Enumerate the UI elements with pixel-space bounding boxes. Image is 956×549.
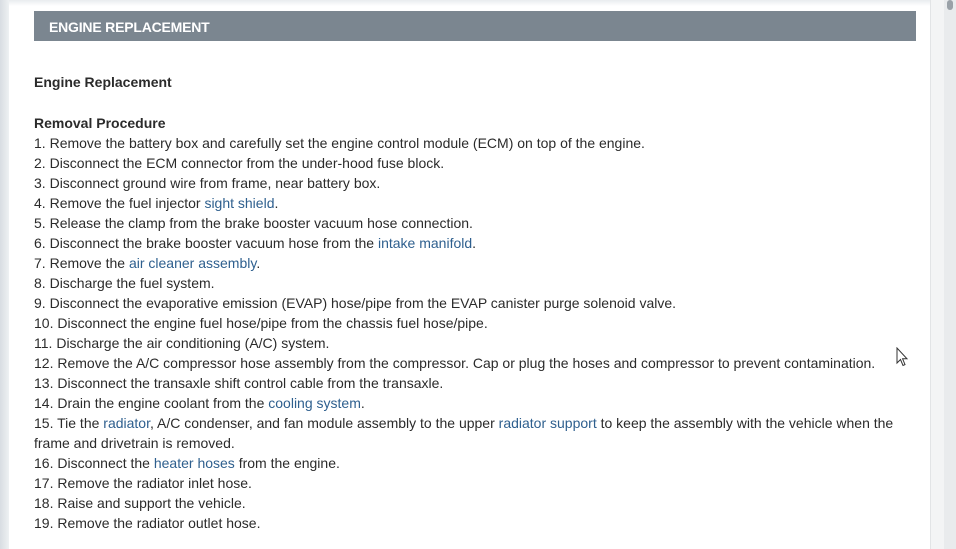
removal-steps-list	[34, 133, 914, 533]
list-item	[34, 473, 914, 493]
step-text: to keep the assembly with the vehicle when the frame and drivetrain is removed.	[34, 415, 894, 451]
step-number: 19.	[34, 515, 54, 531]
step-text: Remove the fuel injector	[49, 195, 205, 211]
list-item	[34, 313, 914, 333]
list-item	[34, 233, 914, 253]
vertical-scrollbar[interactable]	[944, 0, 956, 549]
step-link[interactable]: intake manifold	[377, 235, 473, 251]
step-link[interactable]: sight shield	[204, 195, 275, 211]
step-text: Drain the engine coolant from the	[57, 395, 269, 411]
list-item	[34, 293, 914, 313]
right-window-edge	[930, 0, 945, 549]
procedure-title: Removal Procedure	[34, 115, 166, 131]
header-title: ENGINE REPLACEMENT	[49, 19, 210, 35]
step-text: Discharge the fuel system.	[49, 275, 215, 291]
step-link[interactable]: cooling system	[268, 395, 361, 411]
step-number: 16.	[34, 455, 54, 471]
top-shadow	[9, 0, 930, 6]
step-number: 7.	[34, 255, 46, 271]
list-item	[34, 273, 914, 293]
step-number: 14.	[34, 395, 54, 411]
step-text: Disconnect the ECM connector from the under-hood fuse block.	[49, 155, 445, 171]
step-text: .	[472, 235, 477, 251]
step-text: Disconnect the	[57, 455, 154, 471]
step-number: 9.	[34, 295, 46, 311]
list-item	[34, 193, 914, 213]
list-item	[34, 253, 914, 273]
step-number: 12.	[34, 355, 54, 371]
mouse-cursor-icon	[896, 347, 908, 367]
step-number: 18.	[34, 495, 54, 511]
list-item	[34, 513, 914, 533]
list-item	[34, 453, 914, 473]
step-text: Disconnect the engine fuel hose/pipe from the chassis fuel hose/pipe.	[57, 315, 488, 331]
list-item	[34, 333, 914, 353]
step-number: 1.	[34, 135, 46, 151]
step-text: Remove the radiator inlet hose.	[57, 475, 252, 491]
list-item	[34, 353, 914, 373]
step-text: Disconnect the brake booster vacuum hose from the	[49, 235, 378, 251]
section-header-bar	[34, 11, 916, 41]
step-text: from the engine.	[234, 455, 340, 471]
step-link[interactable]: radiator support	[498, 415, 597, 431]
step-number: 5.	[34, 215, 46, 231]
scrollbar-thumb[interactable]	[947, 0, 953, 10]
step-number: 3.	[34, 175, 46, 191]
step-text: .	[360, 395, 365, 411]
step-number: 15.	[34, 415, 54, 431]
list-item	[34, 153, 914, 173]
step-text: Tie the	[57, 415, 104, 431]
step-text: Remove the battery box and carefully set the engine control module (ECM) on top of the engine.	[49, 135, 645, 151]
list-item	[34, 133, 914, 153]
step-number: 4.	[34, 195, 46, 211]
list-item	[34, 413, 914, 453]
step-number: 13.	[34, 375, 54, 391]
list-item	[34, 173, 914, 193]
step-text: Remove the A/C compressor hose assembly from the compressor. Cap or plug the hoses and compressor to prevent contamination.	[57, 355, 876, 371]
step-number: 17.	[34, 475, 54, 491]
step-number: 10.	[34, 315, 54, 331]
step-text: .	[256, 255, 261, 271]
list-item	[34, 493, 914, 513]
document-content	[34, 72, 914, 533]
left-window-edge	[0, 0, 9, 549]
list-item	[34, 373, 914, 393]
step-text: , A/C condenser, and fan module assembly to the upper	[149, 415, 499, 431]
step-number: 11.	[34, 335, 53, 351]
step-link[interactable]: radiator	[103, 415, 150, 431]
list-item	[34, 213, 914, 233]
step-text: Disconnect the evaporative emission (EVAP) hose/pipe from the EVAP canister purge solenoid valve.	[49, 295, 677, 311]
step-text: Remove the	[49, 255, 129, 271]
step-text: Disconnect ground wire from frame, near battery box.	[49, 175, 381, 191]
step-text: Raise and support the vehicle.	[57, 495, 246, 511]
section-title: Engine Replacement	[34, 74, 172, 90]
step-text: Disconnect the transaxle shift control cable from the transaxle.	[57, 375, 444, 391]
step-number: 8.	[34, 275, 46, 291]
list-item	[34, 393, 914, 413]
step-number: 2.	[34, 155, 46, 171]
step-number: 6.	[34, 235, 46, 251]
step-text: .	[274, 195, 279, 211]
step-link[interactable]: air cleaner assembly	[128, 255, 257, 271]
step-link[interactable]: heater hoses	[153, 455, 235, 471]
step-text: Remove the radiator outlet hose.	[57, 515, 261, 531]
step-text: Discharge the air conditioning (A/C) system.	[56, 335, 330, 351]
step-text: Release the clamp from the brake booster vacuum hose connection.	[49, 215, 473, 231]
